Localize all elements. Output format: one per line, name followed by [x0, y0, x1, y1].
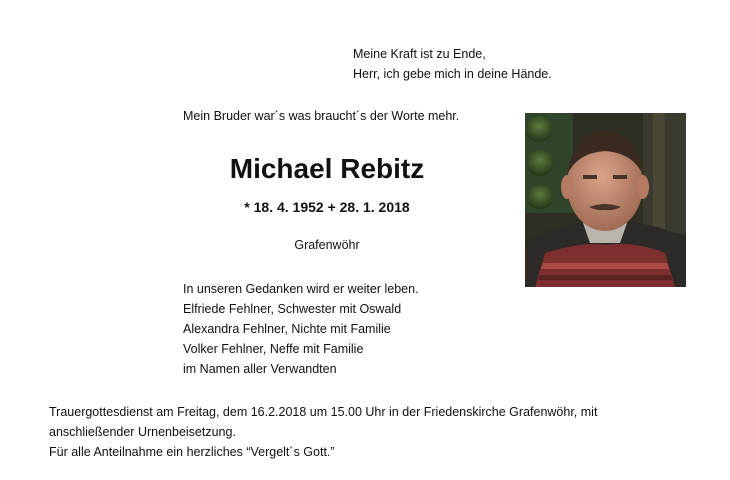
service-line: anschließender Urnenbeisetzung.: [49, 425, 236, 439]
mourners-line: im Namen aller Verwandten: [183, 362, 337, 376]
mourners-line: In unseren Gedanken wird er weiter leben.: [183, 282, 419, 296]
service-line: Für alle Anteilnahme ein herzliches “Vergelt´s Gott.”: [49, 445, 335, 459]
motto-line: Herr, ich gebe mich in deine Hände.: [353, 67, 552, 81]
motto-verse: [353, 44, 552, 84]
service-info: [49, 402, 597, 462]
mourners-line: Elfriede Fehlner, Schwester mit Oswald: [183, 302, 402, 316]
intro-text: Mein Bruder war´s was braucht´s der Worte mehr.: [183, 109, 460, 123]
service-line: Trauergottesdienst am Freitag, dem 16.2.2018 um 15.00 Uhr in der Friedenskirche Grafenwöhr, mit: [49, 405, 598, 419]
life-dates: * 18. 4. 1952 + 28. 1. 2018: [244, 199, 410, 215]
motto-line: Meine Kraft ist zu Ende,: [353, 47, 486, 61]
deceased-name: Michael Rebitz: [229, 153, 425, 184]
hometown: Grafenwöhr: [294, 238, 360, 252]
mourners-line: Volker Fehlner, Neffe mit Familie: [183, 342, 364, 356]
portrait-photo-drawing: [525, 113, 686, 287]
portrait-photo: [525, 113, 686, 287]
mourners-line: Alexandra Fehlner, Nichte mit Familie: [183, 322, 391, 336]
mourners-list: [183, 279, 419, 379]
